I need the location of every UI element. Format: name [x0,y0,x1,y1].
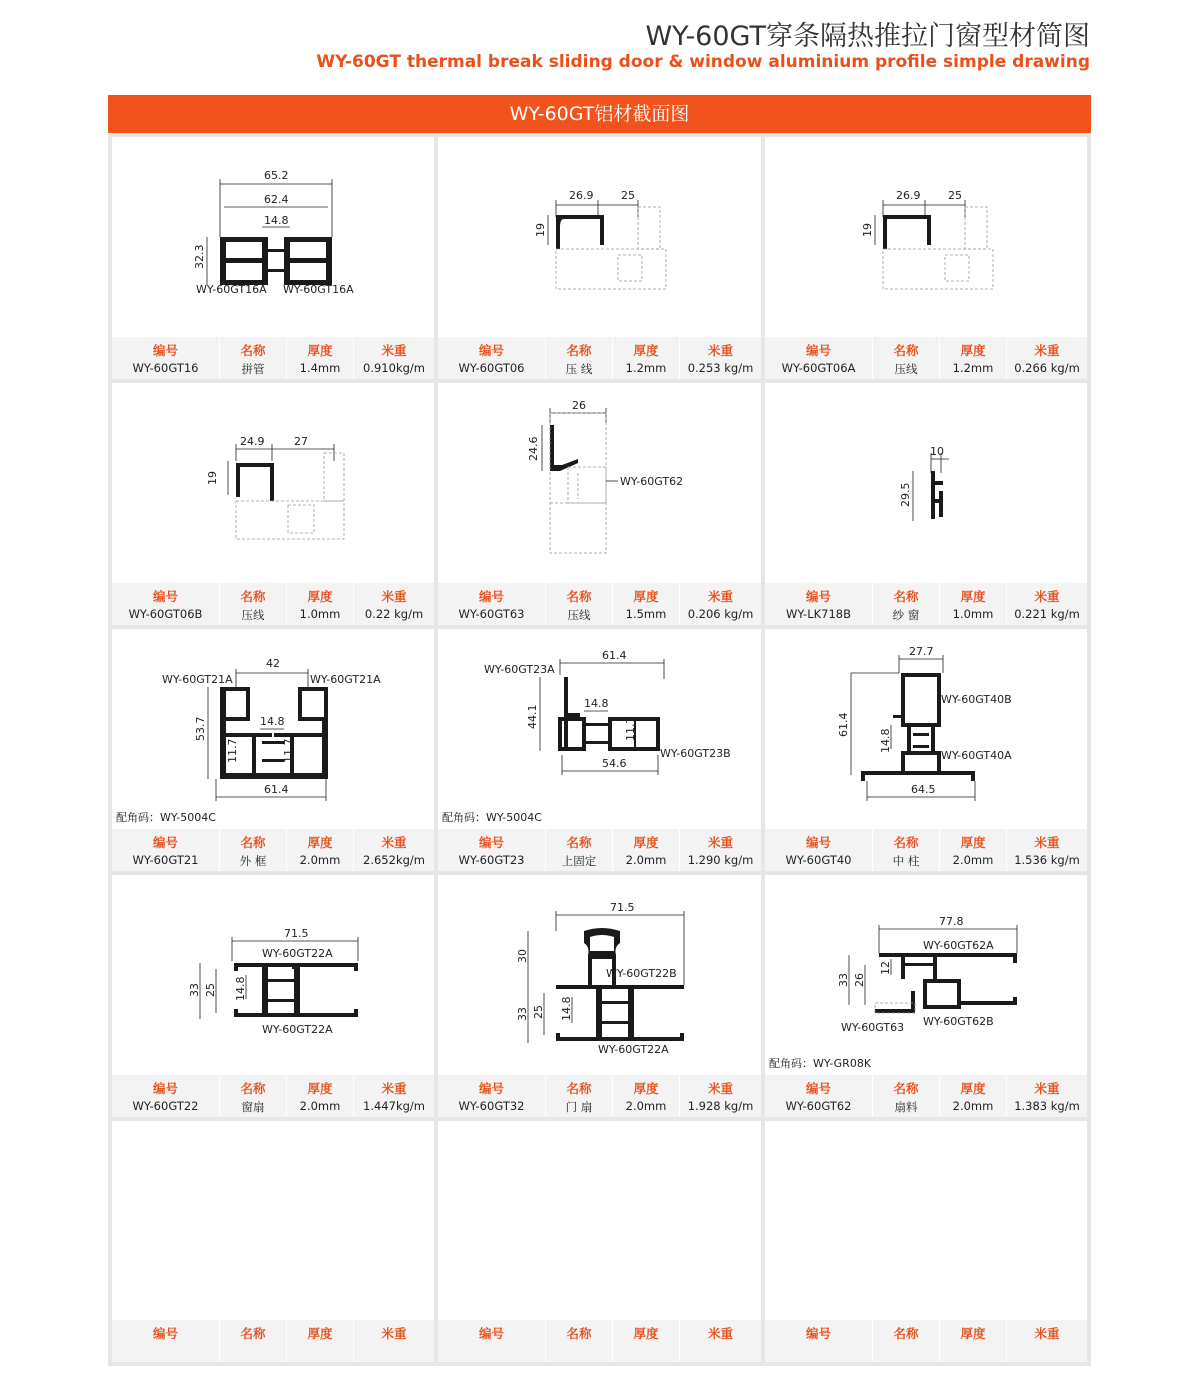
dim-label: 71.5 [610,901,635,914]
dim-label: 62.4 [264,193,289,206]
profile-card [765,137,1087,379]
spec-row [112,337,434,379]
name-label: 名称 [240,1081,266,1096]
spec-row [112,583,434,625]
profile-drawing [438,383,761,583]
part-label: WY-60GT22A [262,1023,333,1036]
part-label: WY-60GT22A [598,1043,669,1056]
name-value: 窗扇 [241,1100,265,1114]
weight-value: 1.928 kg/m [687,1099,754,1113]
weight-label: 米重 [707,343,733,358]
spec-row [112,829,434,871]
profile-card [438,383,761,625]
code-label: 编号 [805,1326,831,1341]
thickness-label: 厚度 [633,589,659,604]
code-label: 编号 [478,835,504,850]
profile-drawing [438,875,761,1075]
name-value: 门 扇 [565,1100,593,1114]
profile-card-empty [112,1121,434,1362]
name-label: 名称 [893,1326,919,1341]
profile-grid [108,133,1091,1366]
code-value: WY-60GT62 [785,1099,852,1113]
code-value: WY-60GT06B [128,607,203,621]
dim-label: 27.7 [909,645,934,658]
dim-label: 42 [266,657,280,670]
part-label: WY-60GT21A [310,673,381,686]
thickness-value: 2.0mm [299,1099,341,1113]
spec-row [765,829,1087,871]
name-label: 名称 [893,835,919,850]
thickness-value: 2.0mm [952,1099,994,1113]
dim-label: 14.8 [560,996,573,1021]
code-value: WY-60GT06A [781,361,856,375]
part-label: WY-60GT22B [606,967,677,980]
weight-value: 0.22 kg/m [364,607,424,621]
dim-label: 19 [206,471,219,485]
code-label: 编号 [478,1326,504,1341]
part-label: WY-60GT16A [196,283,267,296]
spec-row [438,337,761,379]
weight-label: 米重 [707,835,733,850]
weight-value: 0.266 kg/m [1014,361,1080,375]
profile-drawing [765,383,1087,583]
dim-label: 11.7 [624,716,637,741]
weight-value: 1.447kg/m [363,1099,425,1113]
name-label: 名称 [566,589,592,604]
weight-label: 米重 [381,835,407,850]
dim-label: 10 [930,445,944,458]
corner-code-note: 配角码：WY-GR08K [769,1057,872,1070]
dim-label: 61.4 [264,783,289,796]
profile-drawing [765,137,1087,337]
thickness-label: 厚度 [307,1081,333,1096]
weight-value: 2.652kg/m [363,853,425,867]
weight-value: 0.253 kg/m [687,361,754,375]
code-label: 编号 [478,589,504,604]
thickness-value: 1.0mm [299,607,341,621]
dim-label: 24.6 [527,436,540,461]
name-value: 扇料 [894,1100,918,1114]
part-label: WY-60GT22A [262,947,333,960]
name-value: 压线 [894,362,918,376]
thickness-value: 1.2mm [952,361,994,375]
thickness-value: 1.5mm [625,607,667,621]
weight-value: 0.221 kg/m [1014,607,1080,621]
weight-label: 米重 [1034,1326,1060,1341]
spec-row [765,1075,1087,1117]
name-label: 名称 [893,589,919,604]
spec-row [438,1075,761,1117]
code-label: 编号 [478,343,504,358]
thickness-label: 厚度 [633,1081,659,1096]
profile-card [112,629,434,871]
dim-label: 12 [879,961,892,975]
spec-row [438,829,761,871]
dim-label: 14.8 [264,214,289,227]
weight-value: 0.206 kg/m [687,607,754,621]
weight-label: 米重 [1034,1081,1060,1096]
code-label: 编号 [152,1326,178,1341]
dim-label: 61.4 [602,649,627,662]
name-label: 名称 [893,343,919,358]
dim-label: 32.3 [193,244,206,269]
profile-card [765,875,1087,1117]
part-label: WY-60GT62A [923,939,994,952]
name-label: 名称 [240,835,266,850]
weight-value: 0.910kg/m [363,361,425,375]
code-value: WY-60GT40 [785,853,852,867]
dim-label: 54.6 [602,757,627,770]
dim-label: 14.8 [234,976,247,1001]
weight-value: 1.290 kg/m [687,853,754,867]
profile-card [438,875,761,1117]
dim-label: 14.8 [879,728,892,753]
profile-card [112,875,434,1117]
part-label: WY-60GT40A [941,749,1012,762]
code-label: 编号 [152,343,178,358]
dim-label: 44.1 [526,704,539,729]
thickness-label: 厚度 [960,835,986,850]
part-label: WY-60GT23A [484,663,555,676]
profile-drawing [112,629,434,829]
dim-label: 29.5 [899,482,912,507]
code-label: 编号 [152,589,178,604]
dim-label: 11.7 [282,738,295,763]
code-label: 编号 [805,1081,831,1096]
code-label: 编号 [152,1081,178,1096]
name-label: 名称 [240,589,266,604]
dim-label: 77.8 [939,915,964,928]
name-value: 纱 窗 [892,608,920,622]
spec-row [765,1320,1087,1362]
thickness-label: 厚度 [307,1326,333,1341]
part-label: WY-60GT40B [941,693,1012,706]
thickness-value: 2.0mm [625,853,667,867]
name-label: 名称 [566,1326,592,1341]
dim-label: 14.8 [260,715,285,728]
part-label: WY-60GT62 [620,475,684,488]
weight-value: 1.383 kg/m [1014,1099,1080,1113]
code-label: 编号 [805,589,831,604]
part-label: WY-60GT23B [660,747,731,760]
spec-row [765,583,1087,625]
name-label: 名称 [566,343,592,358]
dim-label: 53.7 [194,716,207,741]
code-value: WY-LK718B [786,607,851,621]
profile-card [438,629,761,871]
profile-card-empty [438,1121,761,1362]
thickness-label: 厚度 [307,343,333,358]
weight-label: 米重 [707,1326,733,1341]
corner-code-note: 配角码：WY-5004C [442,811,542,824]
dim-label: 26.9 [896,189,921,202]
thickness-value: 2.0mm [625,1099,667,1113]
dim-label: 26.9 [569,189,594,202]
dim-label: 61.4 [837,712,850,737]
spec-row [765,337,1087,379]
spec-row [438,1320,761,1362]
thickness-label: 厚度 [633,835,659,850]
thickness-value: 2.0mm [952,853,994,867]
dim-label: 26 [572,399,586,412]
code-label: 编号 [152,835,178,850]
dim-label: 24.9 [240,435,265,448]
name-value: 拼管 [241,362,265,376]
profile-card [438,137,761,379]
thickness-value: 1.0mm [952,607,994,621]
thickness-label: 厚度 [307,589,333,604]
name-label: 名称 [566,835,592,850]
code-value: WY-60GT21 [132,853,199,867]
dim-label: 25 [204,983,217,997]
weight-label: 米重 [707,589,733,604]
profile-card [765,629,1087,871]
thickness-value: 1.2mm [625,361,667,375]
weight-label: 米重 [1034,835,1060,850]
dim-label: 30 [516,949,529,963]
thickness-label: 厚度 [633,1326,659,1341]
name-label: 名称 [240,343,266,358]
part-label: WY-60GT16A [283,283,354,296]
spec-row [438,583,761,625]
weight-label: 米重 [381,1326,407,1341]
part-label: WY-60GT21A [162,673,233,686]
dim-label: 14.8 [584,697,609,710]
weight-label: 米重 [381,343,407,358]
code-value: WY-60GT06 [458,361,525,375]
name-label: 名称 [893,1081,919,1096]
dim-label: 33 [188,983,201,997]
code-label: 编号 [478,1081,504,1096]
dim-label: 33 [516,1007,529,1021]
weight-label: 米重 [1034,589,1060,604]
profile-drawing [765,875,1087,1075]
dim-label: 27 [294,435,308,448]
spec-row [112,1320,434,1362]
page-title: WY-60GT穿条隔热推拉门窗型材简图 [645,21,1090,52]
profile-drawing [438,137,761,337]
code-value: WY-60GT32 [458,1099,525,1113]
profile-drawing [765,629,1087,829]
thickness-value: 1.4mm [299,361,341,375]
dim-label: 65.2 [264,169,289,182]
thickness-label: 厚度 [307,835,333,850]
name-value: 外 框 [239,854,267,868]
weight-label: 米重 [707,1081,733,1096]
profile-card-empty [765,1121,1087,1362]
page-subtitle: WY-60GT thermal break sliding door & window aluminium profile simple drawing [316,52,1090,72]
dim-label: 19 [861,223,874,237]
profile-card [112,137,434,379]
profile-card [765,383,1087,625]
part-label: WY-60GT62B [923,1015,994,1028]
name-label: 名称 [240,1326,266,1341]
name-value: 中 柱 [892,854,920,868]
thickness-value: 2.0mm [299,853,341,867]
part-label: WY-60GT63 [841,1021,905,1034]
profile-drawing [438,629,761,829]
name-value: 上固定 [561,854,597,868]
weight-value: 1.536 kg/m [1014,853,1080,867]
thickness-label: 厚度 [960,343,986,358]
thickness-label: 厚度 [960,1081,986,1096]
dim-label: 25 [948,189,962,202]
code-value: WY-60GT16 [132,361,199,375]
dim-label: 33 [837,973,850,987]
dim-label: 19 [534,223,547,237]
section-banner: WY-60GT铝材截面图 [108,95,1091,133]
dim-label: 26 [853,973,866,987]
dim-label: 64.5 [911,783,936,796]
dim-label: 71.5 [284,927,309,940]
name-label: 名称 [566,1081,592,1096]
weight-label: 米重 [381,1081,407,1096]
profile-drawing [112,383,434,583]
thickness-label: 厚度 [960,1326,986,1341]
thickness-label: 厚度 [633,343,659,358]
weight-label: 米重 [1034,343,1060,358]
name-value: 压 线 [565,362,593,376]
weight-label: 米重 [381,589,407,604]
name-value: 压线 [241,608,265,622]
profile-drawing [112,875,434,1075]
thickness-label: 厚度 [960,589,986,604]
dim-label: 11.7 [226,738,239,763]
name-value: 压线 [567,608,591,622]
code-label: 编号 [805,835,831,850]
profile-drawing [112,137,434,337]
corner-code-note: 配角码：WY-5004C [116,811,216,824]
dim-label: 25 [621,189,635,202]
profile-card [112,383,434,625]
code-value: WY-60GT23 [458,853,525,867]
code-value: WY-60GT22 [132,1099,199,1113]
dim-label: 25 [532,1005,545,1019]
spec-row [112,1075,434,1117]
code-value: WY-60GT63 [458,607,525,621]
code-label: 编号 [805,343,831,358]
